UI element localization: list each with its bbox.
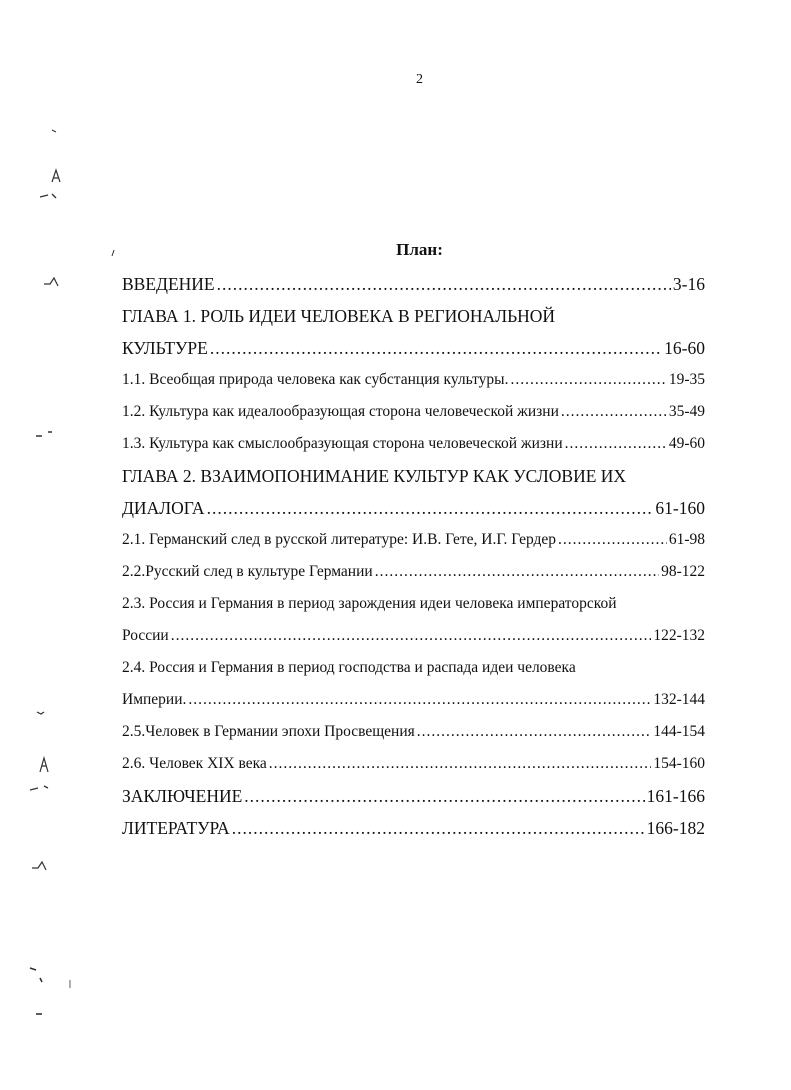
toc-entry-label: ЛИТЕРАТУРА [122,818,230,838]
dot-leader [232,812,645,844]
scan-speck [44,278,58,286]
page-number: 2 [416,72,423,87]
dot-leader [561,396,667,428]
toc-entry-pages: 61-98 [668,531,705,548]
toc-entry-pages: 61-160 [655,498,705,518]
toc-entry-section-2-3 [122,620,705,652]
scan-speck [52,170,60,182]
toc-entry-label: 2.4. Россия и Германия в период господства и распада идеи человека [122,659,576,676]
dot-leader [558,524,667,556]
toc-entry-pages: 3-16 [672,274,705,294]
toc-entry-chapter-1-title [122,300,705,332]
toc-entry-pages: 98-122 [661,563,705,580]
toc-entry-section-1-3 [122,428,705,460]
toc-entry-introduction [122,268,705,300]
toc-entry-label: КУЛЬТУРЕ [122,338,208,358]
dot-leader [565,428,667,460]
toc-entry-pages: 161-166 [646,786,705,806]
toc-entry-label: 2.6. Человек XIX века [122,755,267,772]
scan-speck [40,758,48,772]
toc-entry-pages: 166-182 [646,818,705,838]
toc-entry-section-2-6 [122,748,705,780]
toc-entry-pages: 154-160 [653,755,705,772]
toc-entry-section-2-5 [122,716,705,748]
toc-entry-literature [122,812,705,844]
dot-leader [207,492,654,524]
dot-leader [188,684,651,716]
dot-leader [244,780,644,812]
toc-entry-pages: 144-154 [653,723,705,740]
dot-leader [269,748,652,780]
toc-entry-section-2-3-title [122,588,705,620]
toc-entry-label: 1.3. Культура как смыслообразующая сторона человеческой жизни [122,435,563,452]
toc-entry-pages: 122-132 [653,627,705,644]
scan-speck [30,968,42,982]
toc-entry-pages: 35-49 [668,403,705,420]
toc-entry-label: 1.1. Всеобщая природа человека как субстанция культуры. [122,371,509,388]
toc-entry-pages: 49-60 [668,435,705,452]
toc-entry-section-2-1 [122,524,705,556]
toc-entry-label: 1.2. Культура как идеалообразующая сторона человеческой жизни [122,403,559,420]
toc-entry-label: ЗАКЛЮЧЕНИЕ [122,786,243,806]
toc-entry-label: 2.5.Человек в Германии эпохи Просвещения [122,723,415,740]
scan-speck [52,130,56,132]
toc-entry-label: ГЛАВА 2. ВЗАИМОПОНИМАНИЕ КУЛЬТУР КАК УСЛОВИЕ ИХ [122,466,627,486]
scan-speck [30,786,48,790]
toc-entry-label: Империи. [122,691,187,708]
scan-speck [40,194,56,198]
toc-entry-section-1-1 [122,364,705,396]
dot-leader [171,620,652,652]
toc-entry-pages: 132-144 [653,691,705,708]
scan-speck [32,862,46,870]
toc-entry-chapter-2 [122,492,705,524]
toc-entry-label: ГЛАВА 1. РОЛЬ ИДЕИ ЧЕЛОВЕКА В РЕГИОНАЛЬНОЙ [122,306,556,326]
toc-entry-label: ДИАЛОГА [122,498,205,518]
dot-leader [417,716,652,748]
toc-entry-label: России [122,627,169,644]
toc-entry-label: ВВЕДЕНИЕ [122,274,215,294]
dot-leader [217,268,671,300]
toc-entry-section-2-4-title [122,652,705,684]
toc-entry-label: 2.2.Русский след в культуре Германии [122,563,373,580]
table-of-contents [122,268,705,844]
toc-entry-section-2-4 [122,684,705,716]
toc-entry-label: 2.1. Германский след в русской литературе: И.В. Гете, И.Г. Гердер [122,531,557,548]
toc-title: План: [396,240,443,259]
toc-entry-chapter-1 [122,332,705,364]
toc-entry-section-2-2 [122,556,705,588]
toc-entry-label: 2.3. Россия и Германия в период зарождения идеи человека императорской [122,595,617,612]
toc-entry-section-1-2 [122,396,705,428]
toc-entry-pages: 16-60 [664,338,705,358]
dot-leader [510,364,666,396]
dot-leader [210,332,662,364]
dot-leader [375,556,659,588]
scan-speck [36,432,52,436]
scan-speck [37,712,44,714]
toc-entry-pages: 19-35 [668,371,705,388]
toc-entry-chapter-2-title [122,460,705,492]
toc-entry-conclusion [122,780,705,812]
